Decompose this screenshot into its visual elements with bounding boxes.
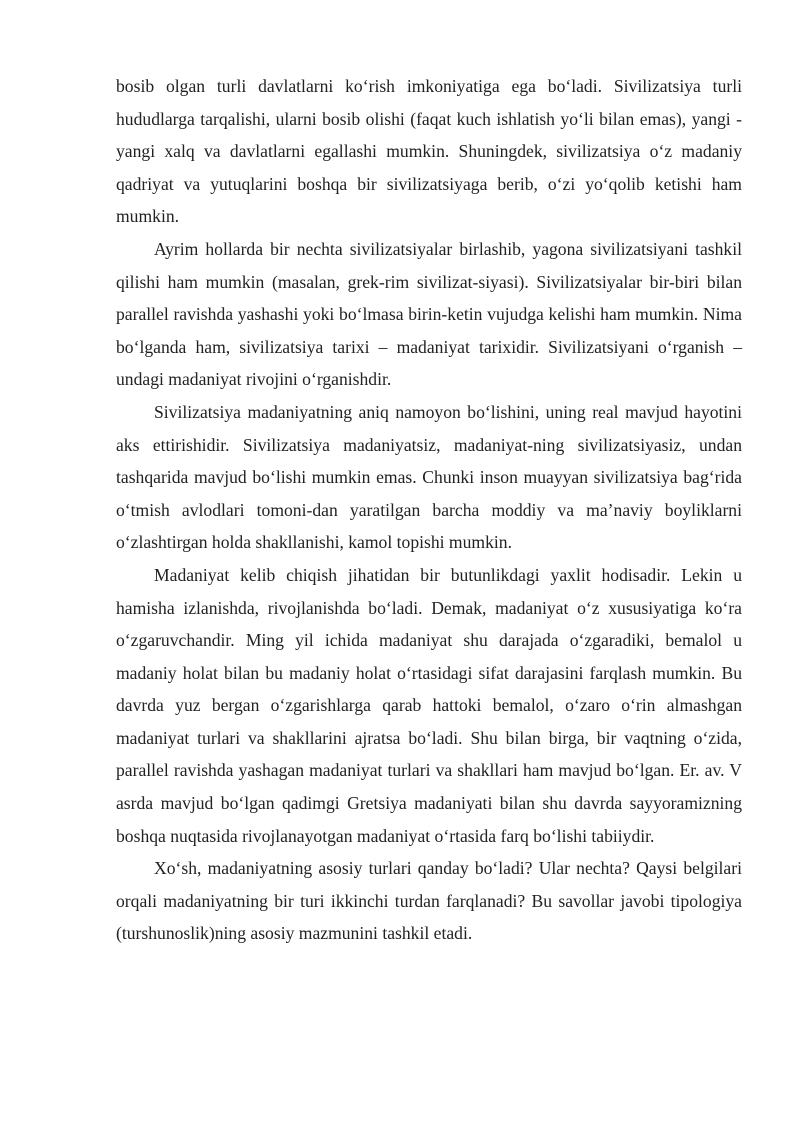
paragraph-continuation: bosib olgan turli davlatlarni ko‘rish imkoniyatiga ega bo‘ladi. Sivilizatsiya turli hududlarga tarqalishi, ularni bosib olishi (faqat kuch ishlatish yo‘li bilan emas), yangi -yangi xalq va davlatlarni egallashi mumkin. Shuningdek, sivilizatsiya o‘z madaniy qadriyat va yutuqlarini boshqa bir sivilizatsiyaga berib, o‘zi yo‘qolib ketishi ham mumkin. [116, 76, 742, 227]
document-page [116, 70, 742, 950]
paragraph-civilizations-merge: Ayrim hollarda bir nechta sivilizatsiyalar birlashib, yagona sivilizatsiyani tashkil qilishi ham mumkin (masalan, grek-rim sivilizat-siyasi). Sivilizatsiyalar bir-biri bilan parallel ravishda yashashi yoki bo‘lmasa birin-ketin vujudga kelishi ham mumkin. Nima bo‘lganda ham, sivilizatsiya tarixi – madaniyat tarixidir. Sivilizatsiyani o‘rganish – undagi madaniyat rivojini o‘rganishdir. [116, 238, 742, 390]
paragraph-civilization-culture: Sivilizatsiya madaniyatning aniq namoyon bo‘lishini, uning real mavjud hayotini aks ettirishidir. Sivilizatsiya madaniyatsiz, madaniyat-ning sivilizatsiyasiz, undan tashqarida mavjud bo‘lishi mumkin emas. Chunki inson muayyan sivilizatsiya bag‘rida o‘tmish avlodlari tomoni-dan yaratilgan barcha moddiy va ma’naviy boyliklarni o‘zlashtirgan holda shakllanishi, kamol topishi mumkin. [116, 401, 742, 553]
paragraph-culture-change: Madaniyat kelib chiqish jihatidan bir butunlikdagi yaxlit hodisadir. Lekin u hamisha izlanishda, rivojlanishda bo‘ladi. Demak, madaniyat o‘z xususiyatiga ko‘ra o‘zgaruvchandir. Ming yil ichida madaniyat shu darajada o‘zgaradiki, bemalol u madaniy holat bilan bu madaniy holat o‘rtasidagi sifat darajasini farqlash mumkin. Bu davrda yuz bergan o‘zgarishlarga qarab hattoki bemalol, o‘zaro o‘rin almashgan madaniyat turlari va shakllarini ajratsa bo‘ladi. Shu bilan birga, bir vaqtning o‘zida, parallel ravishda yashagan madaniyat turlari va shakllari ham mavjud bo‘lgan. Er. av. V asrda mavjud bo‘lgan qadimgi Gretsiya madaniyati bilan shu davrda sayyoramizning boshqa nuqtasida rivojlanayotgan madaniyat o‘rtasida farq bo‘lishi tabiiydir. [116, 564, 742, 846]
paragraph-culture-types: Xo‘sh, madaniyatning asosiy turlari qanday bo‘ladi? Ular nechta? Qaysi belgilari orqali madaniyatning bir turi ikkinchi turdan farqlanadi? Bu savollar javobi tipologiya (turshunoslik)ning asosiy mazmunini tashkil etadi. [116, 858, 742, 944]
